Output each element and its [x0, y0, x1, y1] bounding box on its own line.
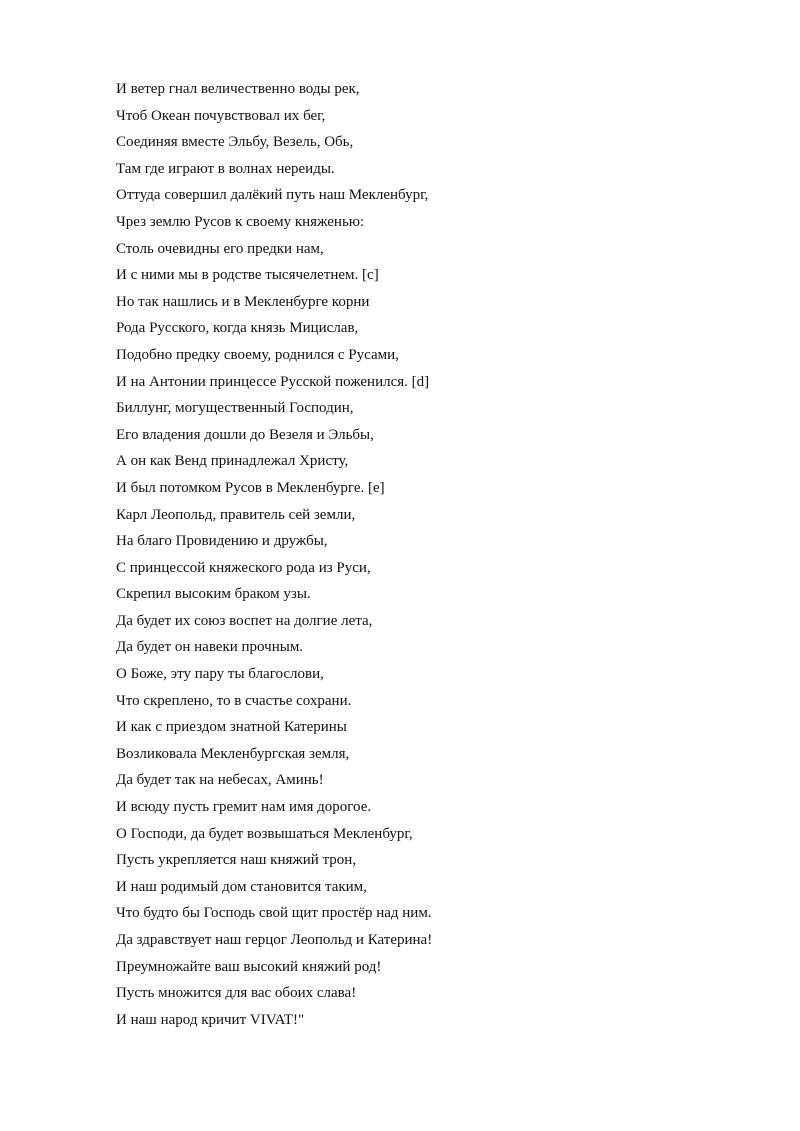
poem-line: Соединяя вместе Эльбу, Везель, Обь,	[116, 134, 354, 151]
poem-line: И ветер гнал величественно воды рек,	[116, 81, 360, 97]
poem-line: Что будто бы Господь свой щит простёр над ним.	[116, 905, 432, 922]
poem-line: Возликовала Мекленбургская земля,	[116, 745, 350, 762]
poem-line: И наш народ кричит VIVAT!"	[116, 1011, 305, 1028]
poem-line: Скрепил высоким браком узы.	[116, 586, 311, 603]
poem-line: И всюду пусть гремит нам имя дорогое.	[116, 799, 372, 816]
poem-line: Его владения дошли до Везеля и Эльбы,	[116, 426, 374, 443]
poem-line: Оттуда совершил далёкий путь наш Мекленбург,	[116, 187, 429, 204]
poem-line: Пусть множится для вас обоих слава!	[116, 985, 357, 1002]
poem-line: С принцессой княжеского рода из Руси,	[116, 559, 371, 576]
poem-line: И с ними мы в родстве тысячелетнем. [c]	[116, 267, 379, 284]
poem-line: Столь очевидны его предки нам,	[116, 240, 324, 257]
poem-line: Чтоб Океан почувствовал их бег,	[116, 107, 326, 124]
poem-line: Рода Русского, когда князь Мицислав,	[116, 320, 359, 337]
poem-line: Но так нашлись и в Мекленбурге корни	[116, 293, 370, 310]
poem-line: Чрез землю Русов к своему княженью:	[116, 213, 365, 230]
poem-line: А он как Венд принадлежал Христу,	[116, 453, 349, 470]
poem-line: Что скреплено, то в счастье сохрани.	[116, 692, 352, 709]
poem-text	[116, 76, 432, 1033]
poem-line: Там где играют в волнах нереиды.	[116, 160, 335, 177]
poem-line: И как с приездом знатной Катерины	[116, 719, 347, 736]
poem-line: Пусть укрепляется наш княжий трон,	[116, 852, 357, 869]
poem-line: О Господи, да будет возвышаться Мекленбург,	[116, 825, 413, 842]
poem-line: О Боже, эту пару ты благослови,	[116, 666, 324, 683]
poem-line: И на Антонии принцессе Русской поженился. [d]	[116, 373, 430, 390]
poem-line: Подобно предку своему, роднился с Русами,	[116, 346, 399, 363]
poem-line: И был потомком Русов в Мекленбурге. [e]	[116, 479, 385, 496]
poem-line: Да будет так на небесах, Аминь!	[116, 772, 324, 789]
poem-line: Биллунг, могущественный Господин,	[116, 400, 354, 417]
poem-line: Карл Леопольд, правитель сей земли,	[116, 506, 356, 523]
poem-line: На благо Провидению и дружбы,	[116, 533, 328, 550]
poem-line: И наш родимый дом становится таким,	[116, 878, 367, 895]
poem-line: Да будет он навеки прочным.	[116, 639, 304, 656]
poem-line: Преумножайте ваш высокий княжий род!	[116, 958, 382, 975]
poem-line: Да здравствует наш герцог Леопольд и Катерина!	[116, 932, 433, 948]
poem-line: Да будет их союз воспет на долгие лета,	[116, 612, 373, 629]
